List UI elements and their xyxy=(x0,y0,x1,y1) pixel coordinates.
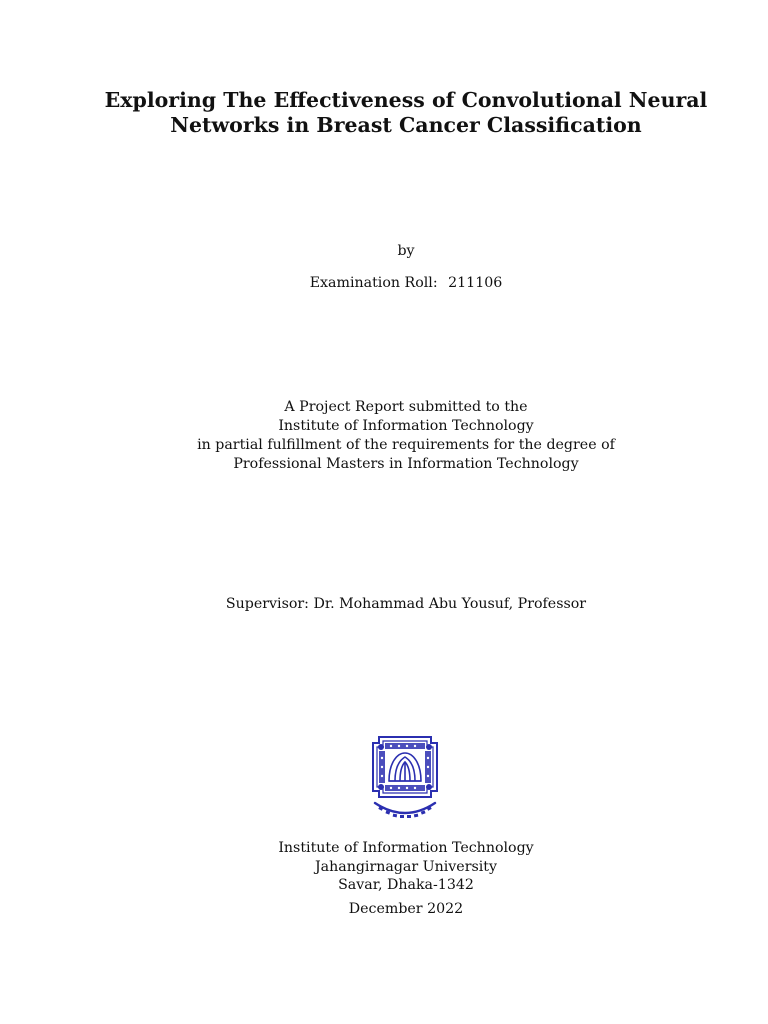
institution-line-2: Jahangirnagar University xyxy=(314,858,498,875)
submission-line-2: Institute of Information Technology xyxy=(278,418,534,434)
institution-line-1: Institute of Information Technology xyxy=(278,840,534,856)
examination-roll xyxy=(0,274,768,293)
roll-number: 211106 xyxy=(448,275,503,291)
title-line-2: Networks in Breast Cancer Classification xyxy=(170,113,642,137)
submission-statement xyxy=(0,398,768,474)
institution-address xyxy=(0,839,768,895)
institution-line-3: Savar, Dhaka-1342 xyxy=(338,877,474,893)
roll-label: Examination Roll: xyxy=(309,275,438,291)
report-title xyxy=(0,88,768,138)
submission-line-4: Professional Masters in Information Technology xyxy=(233,456,579,472)
title-line-1: Exploring The Effectiveness of Convolutional Neural xyxy=(104,88,708,112)
by-label: by xyxy=(397,243,415,259)
submission-date: December 2022 xyxy=(348,901,464,917)
submission-line-3: in partial fulfillment of the requirements for the degree of xyxy=(197,437,615,453)
supervisor-line: Supervisor: Dr. Mohammad Abu Yousuf, Professor xyxy=(225,596,587,612)
submission-line-1: A Project Report submitted to the xyxy=(284,399,528,415)
university-seal-icon xyxy=(369,733,441,825)
